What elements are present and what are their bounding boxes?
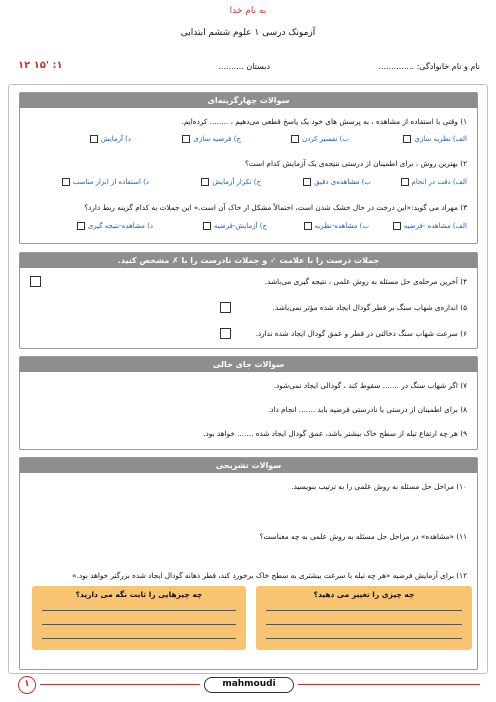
checkbox[interactable]	[201, 178, 209, 186]
brand-logo: mahmoudi	[204, 677, 294, 693]
page-number: ۱	[18, 676, 36, 694]
checkbox[interactable]	[403, 135, 411, 143]
answer-line	[42, 624, 236, 625]
question-10: ۱۰) مراحل حل مسئله به روش علمی را به ترتیب بنویسید.	[291, 482, 467, 491]
question-1: ۱) وقتی با استفاده از مشاهده ، به پرسش های خود یک پاسخ قطعی می‌دهیم ، ........ کرده‌ایم.	[181, 117, 467, 126]
q2-option-d[interactable]: د) استفاده از ابزار مناسب	[62, 178, 149, 186]
section-multiple-choice	[19, 92, 478, 244]
question-2-options	[30, 178, 467, 190]
q3-option-b[interactable]: ب) مشاهده-نظریه	[304, 222, 370, 230]
q1-option-a[interactable]: الف) نظریه سازی	[403, 135, 467, 143]
blank-7: ۷) اگر شهاب سنگ در ....... سقوط کند ، گودالی ایجاد نمی‌شود.	[273, 381, 467, 390]
checkbox[interactable]	[401, 178, 409, 186]
checkbox[interactable]	[62, 178, 70, 186]
q2-option-c[interactable]: ج) تکرار آزمایش	[201, 178, 261, 186]
section-true-false	[19, 252, 478, 349]
q2-option-b[interactable]: ب) مشاهده‌ی دقیق	[303, 178, 371, 186]
checkbox[interactable]	[291, 135, 299, 143]
exam-time: ۱۲ ۱۵' :۱	[18, 60, 63, 71]
question-1-options	[30, 135, 467, 147]
changed-variable-box[interactable]	[256, 586, 472, 650]
question-12: ۱۲) برای آزمایش فرضیه «هر چه تیله با سرعت بیشتری به سطح خاک برخورد کند، قطر دهانه گودال ایجاد شده بزرگتر خواهد بود.»	[72, 571, 467, 580]
q1-option-c[interactable]: ج) فرضیه سازی	[182, 135, 241, 143]
section-title: سوالات چهارگزینه‌ای	[20, 93, 477, 108]
question-2: ۲) بهترین روش ، برای اطمینان از درستی نتیجه‌ی یک آزمایش کدام است؟	[244, 159, 467, 168]
q1-option-b[interactable]: ب) تفسیر کردن	[291, 135, 349, 143]
answer-line	[42, 638, 236, 639]
school-field[interactable]: دبستان ..........	[218, 62, 270, 71]
footer-divider	[298, 684, 480, 685]
question-11: ۱۱) «مشاهده» در مراحل حل مسئله به روش علمی به چه معناست؟	[259, 532, 467, 541]
question-3: ۳) مهراد می گوید:«این درخت در حال خشک شدن است، احتمالاً مشکل از خاک آن است.» این جملات به کدام گزینه ربط دارد؟	[84, 203, 467, 212]
section-title: سوالات تشریحی	[20, 458, 477, 473]
q3-option-c[interactable]: ج) آزمایش-فرضیه	[203, 222, 267, 230]
answer-line	[42, 610, 236, 611]
checkbox[interactable]	[304, 222, 312, 230]
checkbox[interactable]	[182, 135, 190, 143]
changed-variable-title: چه چیزی را تغییر می دهید؟	[313, 590, 415, 599]
checkbox[interactable]	[77, 222, 85, 230]
page-heading: به نام خدا	[229, 6, 267, 16]
q2-option-a[interactable]: الف) دقت در انجام	[401, 178, 467, 186]
q3-option-a[interactable]: الف) مشاهده -فرضیه	[393, 222, 467, 230]
blank-9: ۹) هر چه ارتفاع تیله از سطح خاک بیشتر باشد، عمق گودال ایجاد شده ....... خواهد بود.	[203, 429, 467, 438]
answer-line	[266, 624, 462, 625]
student-name-field[interactable]: نام و نام خانوادگی: ..............	[378, 62, 480, 71]
exam-subtitle: آزمونک درسی ۱ علوم ششم ابتدایی	[180, 28, 316, 38]
true-false-box[interactable]	[220, 328, 231, 339]
statement-4: ۴) آخرین مرحله‌ی حل مسئله به روش علمی ، نتیجه گیری می‌باشد.	[264, 277, 467, 286]
q3-option-d[interactable]: د) مشاهده-نتیجه گیری	[77, 222, 153, 230]
answer-line	[266, 610, 462, 611]
q1-option-d[interactable]: د) آزمایش	[90, 135, 131, 143]
section-title: جملات درست را با علامت ✓ و جملات نادرست را با ✗ مشخص کنید.	[20, 253, 477, 268]
checkbox[interactable]	[393, 222, 401, 230]
true-false-box[interactable]	[30, 276, 41, 287]
student-info-row	[18, 58, 480, 80]
blank-8: ۸) برای اطمینان از درستی یا نادرستی فرضیه باید ....... انجام داد.	[267, 405, 467, 414]
checkbox[interactable]	[203, 222, 211, 230]
constant-variable-title: چه چیزهایی را ثابت نگه می دارید؟	[75, 590, 203, 599]
constant-variable-box[interactable]	[32, 586, 246, 650]
section-fill-blank	[19, 356, 478, 450]
answer-line	[266, 638, 462, 639]
section-title: سوالات جای خالی	[20, 357, 477, 372]
statement-6: ۶) سرعت شهاب سنگ دخالتی در قطر و عمق گودال ایجاد شده ندارد.	[255, 329, 467, 338]
true-false-box[interactable]	[220, 302, 231, 313]
checkbox[interactable]	[90, 135, 98, 143]
statement-5: ۵) اندازه‌ی شهاب سنگ بر قطر گودال ایجاد شده مؤثر نمی‌باشد.	[272, 303, 467, 312]
checkbox[interactable]	[303, 178, 311, 186]
footer-divider	[40, 684, 200, 685]
question-3-options	[30, 222, 467, 234]
